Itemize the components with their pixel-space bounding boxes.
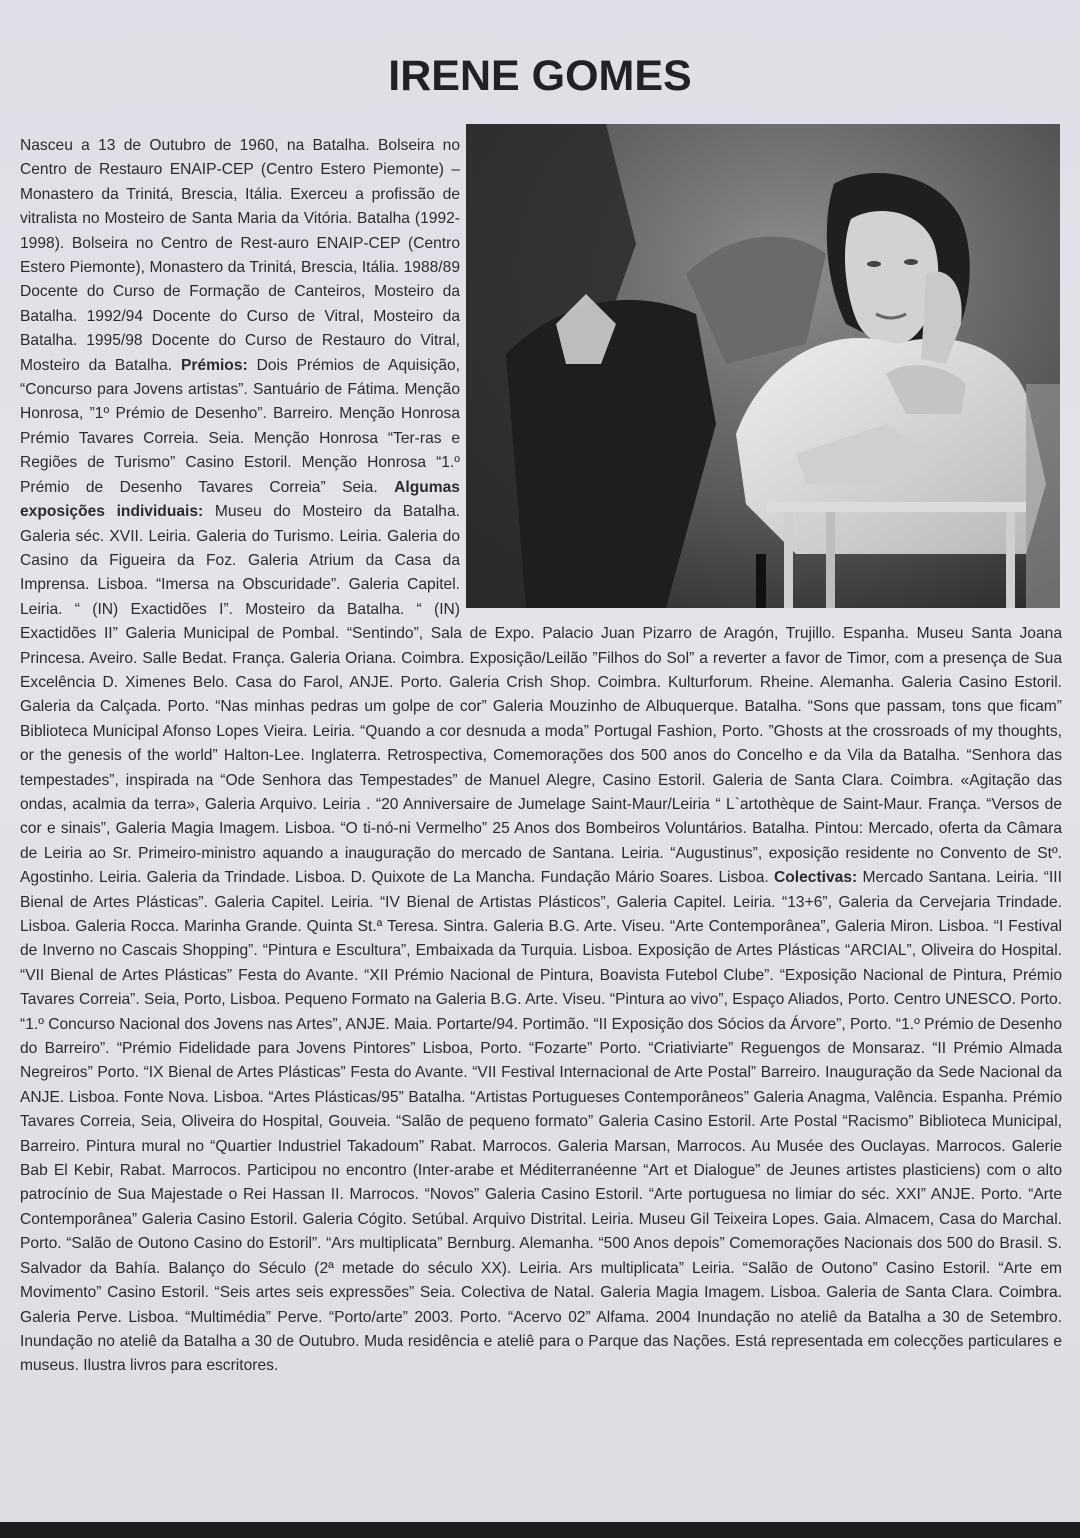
bio-paragraph-2: Dois Prémios de Aquisição, “Concurso para Jovens artistas”. Santuário de Fátima. Menção Honrosa, ”1º Prémio de Desenho”. Barreiro. Menção Honrosa Prémio Tavares Correia. Seia. Menção Honrosa “Ter-ras e Regiões de Turismo” Casino Estoril. Menção Honrosa “1.º Prémio de Desenho Tavares Correia” Seia. bbox=[20, 356, 460, 496]
bio-paragraph-1: Nasceu a 13 de Outubro de 1960, na Batalha. Bolseira no Centro de Restauro ENAIP-CEP (Centro Estero Piemonte) – Monastero da Trinitá, Brescia, Itália. Exerceu a profissão de vitralista no Mosteiro de Santa Maria da Vitória. Batalha (1992-1998). Bolseira no Centro de Rest-auro ENAIP-CEP (Centro Estero Piemonte), Monastero da Trinitá, Brescia, Itália. 1988/89 Docente do Curso de Formação de Canteiros, Mosteiro da Batalha. 1992/94 Docente do Curso de Vitral, Mosteiro da Batalha. 1995/98 Docente do Curso de Restauro do Vitral, Mosteiro da Batalha. bbox=[20, 137, 460, 374]
photo-spacer bbox=[460, 134, 1062, 612]
page-title: IRENE GOMES bbox=[388, 52, 692, 100]
collective-exhibitions-heading: Colectivas: bbox=[774, 869, 858, 887]
bio-paragraph-4: Mercado Santana. Leiria. “III Bienal de Artes Plásticas”. Galeria Capitel. Leiria. “IV Bienal de Artistas Plásticos”, Galeria Capitel. Leiria. “13+6”, Galeria da Cervejaria Trindade. Lisboa. Galeria Rocca. Marinha Grande. Quinta St.ª Teresa. Sintra. Galeria B.G. Arte. Viseu. “Arte Contemporânea”, Galeria Miron. Lisboa. “I Festival de Inverno no Cascais Shopping”. “Pintura e Escultura”, Embaixada da Turquia. Lisboa. Exposição de Artes Plásticas “ARCIAL”, Oliveira do Hospital. “VII Bienal de Artes Plásticas” Festa do Avante. “XII Prémio Nacional de Pintura, Boavista Futebol Clube”. “Exposição Nacional de Pintura, Prémio Tavares Correia”. Seia, Porto, Lisboa. Pequeno Formato na Galeria B.G. Arte. Viseu. “Pintura ao vivo”, Espaço Aliados, Porto. Centro UNESCO. Porto. “1.º Concurso Nacional dos Jovens nas Artes”, ANJE. Maia. Portarte/94. Portimão. “II Exposição dos Sócios da Árvore”, Porto. “1.º Prémio de Desenho do Barreiro”. “Prémio Fidelidade para Jovens Pintores” Lisboa, Porto. “Fozarte” Porto. “Criativiarte” Reguengos de Monsaraz. “II Prémio Almada Negreiros” Porto. “IX Bienal de Artes Plásticas” Festa do Avante. “VII Festival Internacional de Arte Postal” Barreiro. Inauguração da Sede Nacional da ANJE. Lisboa. Fonte Nova. Lisboa. “Artes Plásticas/95” Batalha. “Artistas Portugueses Contemporâneos” Galeria Anagma, Valência. Espanha. Prémio Tavares Correia, Seia, Oliveira do Hospital, Gouveia. “Salão de pequeno formato” Galeria Casino Estoril. Arte Postal “Racismo” Biblioteca Municipal, Barreiro. Pintura mural no “Quartier Industriel Takadoum” Rabat. Marrocos. Galeria Marsan, Marrocos. Au Musée des Ouclayas. Marrocos. Galerie Bab El Kebir, Rabat. Marrocos. Participou no encontro (Inter-arabe et Méditerranéenne “Art et Dialogue” de Jeunes artistes plasticiens) com o alto patrocínio de Sua Majestade o Rei Hassan II. Marrocos. “Novos” Galeria Casino Estoril. “Arte portuguesa no limiar do séc. XXI” ANJE. Porto. “Arte Contemporânea” Galeria Casino Estoril. Galeria Cógito. Setúbal. Arquivo Distrital. Leiria. Museu Gil Teixeira Lopes. Gaia. Almacem, Casa do Marchal. Porto. “Salão de Outono Casino do Estoril”. “Ars multiplicata” Bernburg. Alemanha. “500 Anos depois” Comemorações Nacionais dos 500 do Brasil. S. Salvador da Bahía. Balanço do Século (2ª metade do século XX). Leiria. Ars multiplicata” Leiria. “Salão de Outono” Casino Estoril. “Arte em Movimento” Casino Estoril. “Seis artes seis expressões” Seia. Colectiva de Natal. Galeria Magia Imagem. Lisboa. Galeria de Santa Clara. Coimbra. Galeria Perve. Lisboa. “Multimédia” Perve. “Porto/arte” 2003. Porto. “Acervo 02” Alfama. 2004 Inundação no ateliê da Batalha a 30 de Setembro. Inundação no ateliê da Batalha a 30 de Outubro. Muda residência e ateliê para o Parque das Nações. Está representada em colecções particulares e museus. Ilustra livros para escritores. bbox=[20, 869, 1062, 1375]
prizes-heading: Prémios: bbox=[180, 356, 248, 374]
bottom-edge bbox=[0, 1522, 1080, 1538]
biography-text bbox=[20, 134, 1062, 1379]
bio-paragraph-3: Museu do Mosteiro da Batalha. Galeria séc. XVII. Leiria. Galeria do Turismo. Leiria. Galeria do Casino da Figueira da Foz. Galeria Atrium da Casa da Imprensa. Lisboa. “Imersa na Obscuridade”. Galeria Capitel. Leiria. “ (IN) Exactidões I”. Mosteiro da Batalha. “ (IN) Exactidões II” Galeria Municipal de Pombal. “Sentindo”, Sala de Expo. Palacio Juan Pizarro de Aragón, Trujillo. Espanha. Museu Santa Joana Princesa. Aveiro. Salle Bedat. França. Galeria Oriana. Coimbra. Exposição/Leilão ”Filhos do Sol” a reverter a favor de Timor, com a presença de Sua Excelência D. Ximenes Belo. Casa do Farol, ANJE. Porto. Galeria Crish Shop. Coimbra. Kulturforum. Rheine. Alemanha. Galeria Casino Estoril. Galeria da Calçada. Porto. “Nas minhas pedras um golpe de cor” Galeria Mouzinho de Albuquerque. Batalha. “Sons que passam, tons que ficam” Biblioteca Municipal Afonso Lopes Vieira. Leiria. “Quando a cor desnuda a moda” Portugal Fashion, Porto. ”Ghosts at the crossroads of my thoughts, or the genesis of the world” Halton-Lee. Inglaterra. Retrospectiva, Comemorações dos 500 anos do Concelho e da Vila da Batalha. “Senhora das tempestades”, inspirada na “Ode Senhora das Tempestades” de Manuel Alegre, Casino Estoril. Galeria de Santa Clara. Coimbra. «Agitação das ondas, acalmia da terra», Galeria Arquivo. Leiria . “20 Anniversaire de Jumelage Saint-Maur/Leiria “ L`artothèque de Saint-Maur. França. “Versos de cor e sinais”, Galeria Magia Imagem. Lisboa. “O ti-nó-ni Vermelho” 25 Anos dos Bombeiros Voluntários. Batalha. Pintou: Mercado, oferta da Câmara de Leiria ao Sr. Primeiro-ministro aquando a inauguração do mercado de Santana. Leiria. “Augustinus”, exposição residente no Convento de Stº. Agostinho. Leiria. Galeria da Trindade. Lisboa. D. Quixote de La Mancha. Fundação Mário Soares. Lisboa. bbox=[20, 503, 1062, 887]
individual-exhibitions-heading: Algumas exposições individuais: bbox=[20, 478, 460, 521]
